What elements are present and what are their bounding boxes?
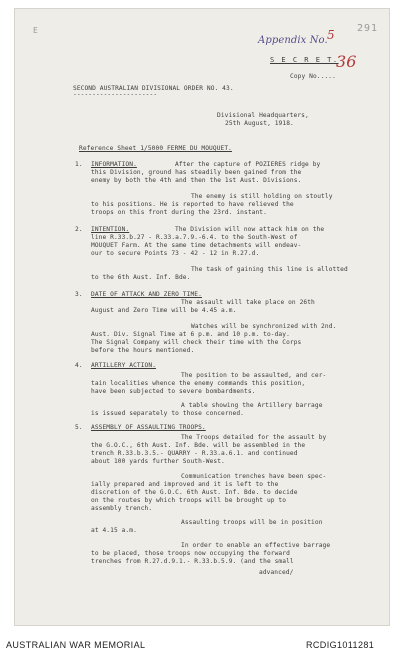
text-line: the G.O.C., 6th Aust. Inf. Bde. will be assembled in the (91, 442, 306, 449)
reference-sheet: Reference Sheet 1/5000 FERME DU MOUQUET. (79, 145, 233, 152)
text-line: enemy by both the 4th and then the 1st Aust. Divisions. (91, 177, 302, 184)
order-date: 25th August, 1918. (225, 120, 294, 127)
text-line: Assaulting troops will be in position (181, 519, 323, 526)
archive-reference: RCDIG1011281 (306, 640, 375, 650)
section-number: 1. (75, 161, 83, 168)
section-heading: ASSEMBLY OF ASSAULTING TROOPS. (91, 424, 206, 431)
section-heading: ARTILLERY ACTION. (91, 362, 157, 369)
archive-credit: AUSTRALIAN WAR MEMORIAL (6, 640, 146, 650)
text-line: to his positions. He is reported to have relieved the (91, 201, 294, 208)
folio-number: 291 (357, 23, 379, 34)
section-number: 2. (75, 226, 83, 233)
text-line: about 100 yards further South-West. (91, 458, 225, 465)
text-line: line R.33.b.27 - R.33.a.7.9.-6.4. to the South-West of (91, 234, 298, 241)
section-number: 3. (75, 291, 83, 298)
text-line: In order to enable an effective barrage (181, 542, 331, 549)
text-line: is issued separately to those concerned. (91, 410, 245, 417)
text-line: The assault will take place on 26th (181, 299, 315, 306)
document-page (14, 8, 390, 626)
text-line: ially prepared and improved and it is left to the (91, 481, 279, 488)
secret-mark: S E C R E T. (270, 56, 339, 64)
headquarters: Divisional Headquarters, (217, 112, 309, 119)
text-line: The Troops detailed for the assault by (181, 434, 327, 441)
text-line: trenches from R.27.d.9.1.- R.33.b.5.9. (and the small (91, 558, 294, 565)
text-line: The Division will now attack him on the (175, 226, 325, 233)
text-line: After the capture of POZIERES ridge by (175, 161, 321, 168)
copy-handwritten-number: 36 (336, 52, 357, 71)
continuation-mark: advanced/ (259, 569, 294, 576)
corner-mark: E (33, 26, 38, 35)
appendix-label: Appendix No. (258, 35, 328, 46)
section-heading: INFORMATION. (91, 161, 137, 168)
order-title: SECOND AUSTRALIAN DIVISIONAL ORDER NO. 43. (73, 85, 234, 92)
text-line: discretion of the G.O.C. 6th Aust. Inf. Bde. to decide (91, 489, 298, 496)
text-line: have been subjected to severe bombardments. (91, 388, 256, 395)
text-line: to the 6th Aust. Inf. Bde. (91, 274, 191, 281)
copy-number: Copy No..... (290, 73, 336, 80)
section-heading: INTENTION. (91, 226, 130, 233)
text-line: tain localities whence the enemy commands this position, (91, 380, 306, 387)
section-heading: DATE OF ATTACK AND ZERO TIME. (91, 291, 202, 298)
text-line: MOUQUET Farm. At the same time detachments will endeav- (91, 242, 302, 249)
text-line: The position to be assaulted, and cer- (181, 372, 327, 379)
text-line: August and Zero Time will be 4.45 a.m. (91, 307, 237, 314)
section-number: 4. (75, 362, 83, 369)
text-line: to be placed, those troops now occupying the forward (91, 550, 290, 557)
text-line: trench R.33.b.3.5.- QUARRY - R.33.a.6.1. and continued (91, 450, 298, 457)
text-line: assembly trench. (91, 505, 153, 512)
section-number: 5. (75, 424, 83, 431)
text-line: Aust. Div. Signal Time at 6 p.m. and 10 p.m. to-day. (91, 331, 290, 338)
text-line: The enemy is still holding on stoutly (191, 193, 333, 200)
text-line: A table showing the Artillery barrage (181, 402, 323, 409)
text-line: troops on this front during the 23rd. instant. (91, 209, 267, 216)
text-line: Communication trenches have been spec- (181, 473, 327, 480)
text-line: on the routes by which troops will be brought up to (91, 497, 287, 504)
title-underline: ---------------------- (73, 91, 158, 98)
appendix-number: 5 (327, 28, 335, 42)
text-line: this Division, ground has steadily been gained from the (91, 169, 302, 176)
text-line: The Signal Company will check their time with the Corps (91, 339, 302, 346)
text-line: before the hours mentioned. (91, 347, 195, 354)
text-line: our to secure Points 73 - 42 - 12 in R.27.d. (91, 250, 260, 257)
text-line: at 4.15 a.m. (91, 527, 137, 534)
text-line: Watches will be synchronized with 2nd. (191, 323, 337, 330)
text-line: The task of gaining this line is allotted (191, 266, 348, 273)
